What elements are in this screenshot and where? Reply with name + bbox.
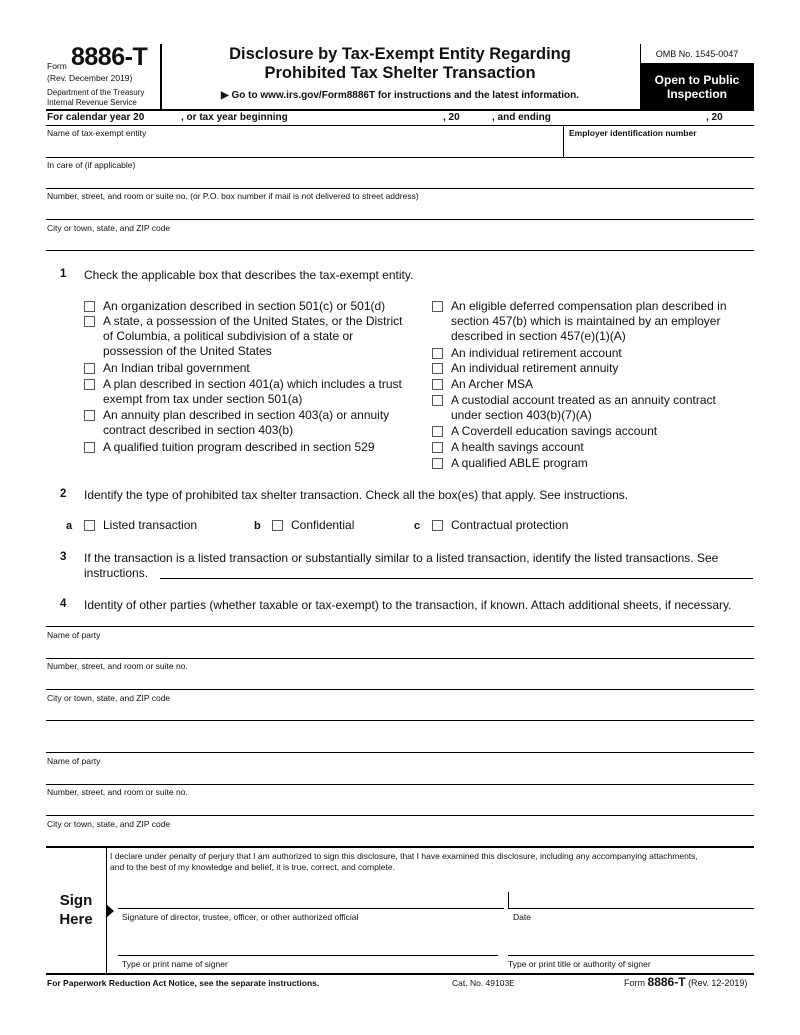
- checkbox-listed-transaction[interactable]: [84, 520, 95, 531]
- line1-option-archer-msa: [432, 377, 742, 392]
- form-title-line1: Disclosure by Tax-Exempt Entity Regarding: [229, 45, 571, 63]
- open-public-line2: Inspection: [666, 87, 727, 101]
- line1-option-403: [84, 408, 414, 438]
- entity-name-input[interactable]: [47, 140, 557, 156]
- dept-line2: Internal Revenue Service: [47, 98, 137, 107]
- omb-number: OMB No. 1545-0047: [655, 49, 739, 59]
- party-separator-rule: [46, 752, 754, 753]
- open-to-public-badge: [640, 63, 754, 109]
- city-label: City or town, state, and ZIP code: [47, 223, 171, 233]
- option-label: Confidential: [291, 518, 355, 532]
- sign-here-label: [47, 891, 105, 929]
- date-rule: [508, 908, 754, 909]
- print-title-input[interactable]: [508, 939, 754, 955]
- checkbox-401a[interactable]: [84, 379, 95, 390]
- declaration-line1: I declare under penalty of perjury that I am authorized to sign this disclosure, that I have examined this disclosure, including any accompanying attachments,: [110, 851, 698, 861]
- party2-city-input[interactable]: [47, 831, 753, 846]
- checkbox-hsa[interactable]: [432, 442, 443, 453]
- option-label: A state, a possession of the United States, or the District of Columbia, a political subdivision of a state or possession of the United States: [103, 314, 403, 358]
- line2-number: 2: [60, 488, 67, 500]
- care-of-label: In care of (if applicable): [47, 160, 136, 170]
- goto-text: Go to www.irs.gov/Form8886T for instructions and the latest information.: [231, 90, 579, 101]
- option-label: An individual retirement account: [451, 346, 622, 360]
- cat-number: Cat. No. 49103E: [452, 978, 515, 988]
- checkbox-archer-msa[interactable]: [432, 379, 443, 390]
- option-label: An organization described in section 501(c) or 501(d): [103, 299, 386, 313]
- comma-20-a: , 20: [443, 112, 460, 123]
- line4-number: 4: [60, 598, 67, 610]
- line1-option-hsa: [432, 440, 742, 455]
- dept-line1: Department of the Treasury: [47, 88, 145, 97]
- line2c-letter: c: [414, 520, 421, 532]
- signature-label: Signature of director, trustee, officer, or other authorized official: [122, 912, 359, 922]
- option-label: An individual retirement annuity: [451, 361, 619, 375]
- line1-option-tribal: [84, 361, 414, 376]
- print-name-label: Type or print name of signer: [122, 959, 228, 969]
- calendar-year-input[interactable]: [152, 112, 178, 124]
- line4-text: Identity of other parties (whether taxable or tax-exempt) to the transaction, if known. Attach additional sheets, if necessary.: [84, 598, 732, 612]
- line2b-letter: b: [254, 520, 261, 532]
- checkbox-ira-account[interactable]: [432, 348, 443, 359]
- checkbox-tribal[interactable]: [84, 363, 95, 374]
- checkbox-403[interactable]: [84, 410, 95, 421]
- and-ending-label: , and ending: [492, 112, 551, 123]
- line1-option-401a: [84, 377, 414, 407]
- checkbox-501c[interactable]: [84, 301, 95, 312]
- street-input[interactable]: [47, 203, 753, 218]
- option-label: A Coverdell education savings account: [451, 424, 658, 438]
- checkbox-529[interactable]: [84, 442, 95, 453]
- party2-name-label: Name of party: [47, 756, 101, 766]
- form-word: Form: [47, 61, 67, 71]
- print-name-input[interactable]: [118, 939, 498, 955]
- city-rule: [46, 250, 754, 251]
- ein-input[interactable]: [569, 140, 753, 156]
- option-label: An annuity plan described in section 403(a) or annuity contract described in section 403(b): [103, 408, 390, 437]
- line1-option-ira-account: [432, 346, 742, 361]
- party2-street-label: Number, street, and room or suite no.: [47, 787, 188, 797]
- sign-arrow-icon: [106, 904, 114, 918]
- signature-input[interactable]: [118, 890, 504, 908]
- footer-form-number: 8886-T: [647, 975, 686, 989]
- arrow-right-icon: ▶: [221, 90, 229, 101]
- option-label: A qualified ABLE program: [451, 456, 588, 470]
- city-input[interactable]: [47, 235, 753, 250]
- checkbox-confidential[interactable]: [272, 520, 283, 531]
- option-label: Listed transaction: [103, 518, 198, 532]
- comma-20-b: , 20: [706, 112, 723, 123]
- line1-option-coverdell: [432, 424, 742, 439]
- line3-input[interactable]: [160, 565, 753, 579]
- paperwork-notice: For Paperwork Reduction Act Notice, see the separate instructions.: [47, 978, 320, 988]
- option-label: An Indian tribal government: [103, 361, 250, 375]
- line2a-letter: a: [66, 520, 73, 532]
- line1-text: Check the applicable box that describes the tax-exempt entity.: [84, 268, 414, 282]
- line4-top-rule: [46, 626, 754, 627]
- print-name-rule: [118, 955, 498, 956]
- party1-street-input[interactable]: [47, 673, 753, 688]
- party2-name-input[interactable]: [47, 768, 753, 783]
- footer-form-word: Form: [624, 978, 645, 988]
- date-label: Date: [513, 912, 531, 922]
- line3-text-line2: instructions.: [84, 566, 149, 580]
- street-rule: [46, 219, 754, 220]
- tax-year-beginning-label: , or tax year beginning: [181, 112, 288, 123]
- line1-option-501c: [84, 299, 414, 314]
- line1-option-custodial: [432, 393, 742, 423]
- print-title-rule: [508, 955, 754, 956]
- line3-text-line1: If the transaction is a listed transaction or substantially similar to a listed transaction, identify the listed transactions. See: [84, 551, 719, 565]
- party1-street-rule: [46, 689, 754, 690]
- option-label: Contractual protection: [451, 518, 569, 532]
- header-bottom-rule: [46, 109, 754, 111]
- party1-street-label: Number, street, and room or suite no.: [47, 661, 188, 671]
- ein-divider: [563, 125, 564, 157]
- form-number: 8886-T: [71, 43, 148, 71]
- entity-name-rule: [46, 157, 754, 158]
- party1-name-label: Name of party: [47, 630, 101, 640]
- party2-name-rule: [46, 784, 754, 785]
- print-title-label: Type or print title or authority of signer: [508, 959, 651, 969]
- here-word: Here: [59, 911, 93, 928]
- line2-option-contractual: [432, 518, 568, 533]
- party1-name-rule: [46, 658, 754, 659]
- signature-rule: [118, 908, 504, 909]
- party2-city-rule: [46, 846, 754, 848]
- care-of-rule: [46, 188, 754, 189]
- date-input[interactable]: [510, 890, 754, 908]
- checkbox-coverdell[interactable]: [432, 426, 443, 437]
- date-divider: [508, 892, 509, 908]
- declaration-line2: and to the best of my knowledge and belief, it is true, correct, and complete.: [110, 862, 395, 872]
- checkbox-457b[interactable]: [432, 301, 443, 312]
- option-label: A qualified tuition program described in section 529: [103, 440, 375, 454]
- option-label: An eligible deferred compensation plan described in section 457(b) which is maintained by an employer described in section 457(e)(1)(A): [451, 299, 727, 343]
- line1-option-state: [84, 314, 414, 359]
- line1-option-ira-annuity: [432, 361, 742, 376]
- option-label: A health savings account: [451, 440, 584, 454]
- tax-year-rule: [46, 125, 754, 126]
- line2-text: Identify the type of prohibited tax shelter transaction. Check all the box(es) that apply. See instructions.: [84, 488, 629, 502]
- checkbox-state[interactable]: [84, 316, 95, 327]
- checkbox-ira-annuity[interactable]: [432, 363, 443, 374]
- line1-option-457b: [432, 299, 742, 344]
- party1-city-label: City or town, state, and ZIP code: [47, 693, 171, 703]
- sign-word: Sign: [59, 892, 93, 909]
- line2-option-listed: [84, 518, 197, 533]
- tax-year-beginning-input[interactable]: [295, 112, 440, 124]
- form-revision: (Rev. December 2019): [47, 73, 133, 83]
- checkbox-custodial[interactable]: [432, 395, 443, 406]
- party2-street-input[interactable]: [47, 799, 753, 814]
- party1-city-rule: [46, 720, 754, 721]
- street-label: Number, street, and room or suite no. (or P.O. box number if mail is not delivered to street address): [47, 191, 419, 201]
- checkbox-contractual-protection[interactable]: [432, 520, 443, 531]
- and-ending-input[interactable]: [560, 112, 700, 124]
- ein-label: Employer identification number: [569, 128, 697, 138]
- party2-city-label: City or town, state, and ZIP code: [47, 819, 171, 829]
- line1-option-able: [432, 456, 742, 471]
- entity-name-label: Name of tax-exempt entity: [47, 128, 147, 138]
- footer-rev: (Rev. 12-2019): [688, 978, 748, 988]
- option-label: A custodial account treated as an annuity contract under section 403(b)(7)(A): [451, 393, 716, 422]
- party2-street-rule: [46, 815, 754, 816]
- line1-number: 1: [60, 268, 67, 280]
- calendar-year-label: For calendar year 20: [47, 112, 145, 123]
- party1-name-input[interactable]: [47, 642, 753, 657]
- goto-line: [160, 90, 640, 101]
- declaration-text: [110, 851, 756, 873]
- open-public-line1: Open to Public: [654, 73, 740, 87]
- footer-form-id: [624, 975, 747, 989]
- party1-city-input[interactable]: [47, 705, 753, 720]
- line2-option-confidential: [272, 518, 354, 533]
- option-label: An Archer MSA: [451, 377, 534, 391]
- checkbox-able[interactable]: [432, 458, 443, 469]
- care-of-input[interactable]: [47, 172, 753, 187]
- option-label: A plan described in section 401(a) which includes a trust exempt from tax under section 501(a): [103, 377, 402, 406]
- line1-option-529: [84, 440, 414, 455]
- line3-number: 3: [60, 551, 67, 563]
- form-title-line2: Prohibited Tax Shelter Transaction: [264, 64, 536, 82]
